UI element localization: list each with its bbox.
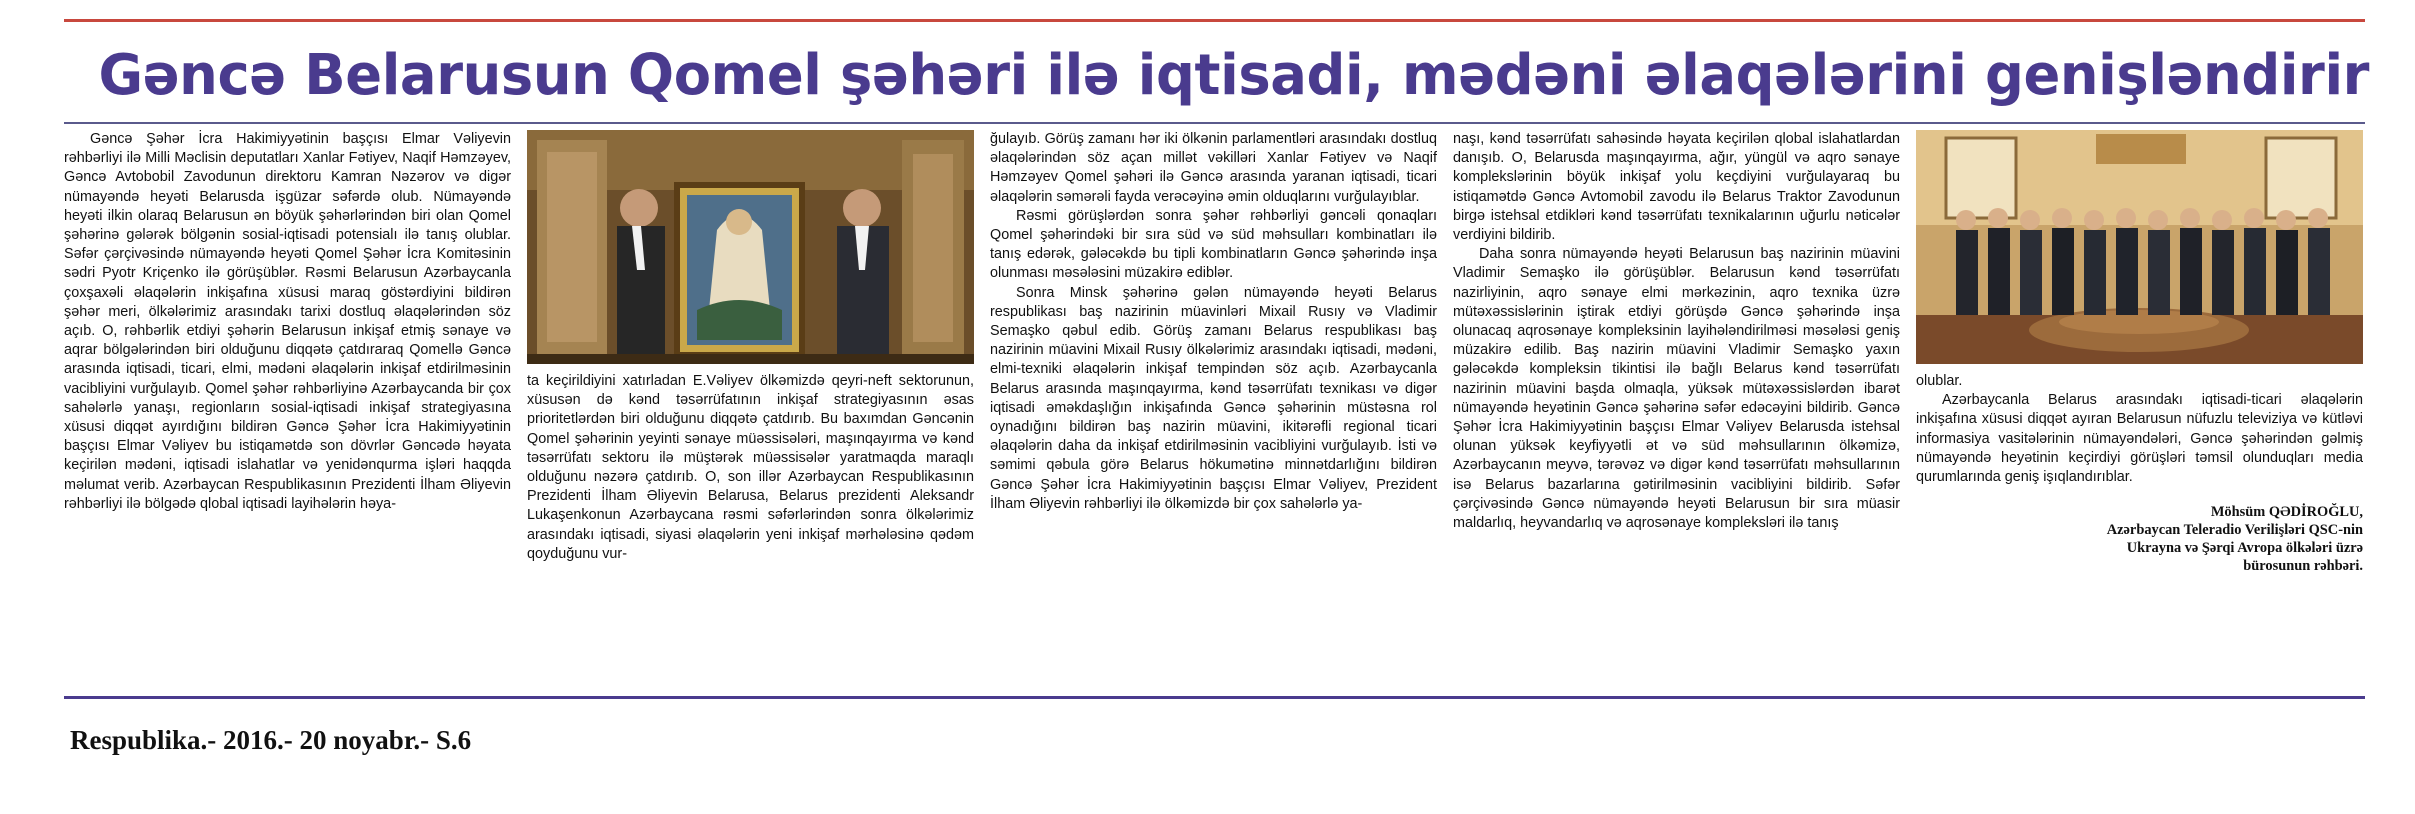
paragraph: naşı, kənd təsərrüfatı sahəsində həyata keçirilən qlobal islahatlardan danışıb. O, Belarusda maşınqayırma, ağır, yüngül və aqro sənaye komplekslərinin böyük inkişaf yolu keçdiyini vurğulayaraq bu istiqamətdə Gəncə Avtomobil zavodu ilə Belarus Traktor Zavodunun birgə istehsal etdikləri kənd təsərrüfatı texnikalarının uğurlu nəticələr verdiyini bildirib. <box>1453 131 1900 244</box>
bottom-rule <box>64 696 2365 699</box>
article-column-1 <box>64 130 511 686</box>
paragraph: Rəsmi görüşlərdən sonra şəhər rəhbərliyi gəncəli qonaqları Qomel şəhərindəki bir sıra süd və süd məhsulları kombinatları ilə tanış edərək, gələcəkdə bu tipli kombinatların Gəncə şəhərində inşa olunması məsələsini müzakirə ediblər. <box>990 207 1437 282</box>
paragraph: Azərbaycanla Belarus arasındakı iqtisadi-ticari əlaqələrin inkişafına xüsusi diqqət ayıran Belarusun nüfuzlu televiziya və kütləvi informasiya vasitələrinin nümayəndələri, Gəncə şəhərindən gəlmiş nümayəndə heyətinin keçirdiyi görüşləri təmsil olunduqları media qurumlarında geniş işıqlandırıblar. <box>1916 392 2363 486</box>
article-body <box>64 130 2365 686</box>
headline-rule <box>64 122 2365 124</box>
photo-gift-presentation <box>527 130 974 364</box>
paragraph: Daha sonra nümayəndə heyəti Belarusun baş nazirinin müavini Vladimir Semaşko ilə görüşüblər. Belarusun kənd təsərrüfatı nazirliyinin, aqro sənaye elmi mərkəzinin, aqro texnika üzrə mütəxəssislərinin iştirak etdiyi görüşdə Gəncə şəhərində inşa olunacaq aqrosənaye kompleksinin layihələndirilməsi məsələsi geniş müzakirə edilib. Baş nazirin müavini Vladimir Semaşko yaxın gələcəkdə kompleksin tikintisi ilə bağlı Belarus kənd təsərrüfatı nazirinin müavini başda olmaqla, yüksək mütəxəssislərdən ibarət nümayəndə heyətinin Gəncə şəhərinə səfər edəcəyini bildirib. Gəncə Şəhər İcra Hakimiyyətinin başçısı Elmar Vəliyev Belarusda istehsal olunan yüksək keyfiyyətli ət və süd məhsullarının ölkəmizə, Azərbaycanın meyvə, tərəvəz və digər kənd təsərrüfatı məhsullarının isə Belarus bazarlarına gətirilməsinin vacibliyini bildirib. Səfər çərçivəsində Gəncə nümayəndə heyəti Belarusun bir sıra müasir maldarlıq, heyvandarlıq və aqrosənaye kompleksləri ilə tanış <box>1453 246 1900 532</box>
article-column-5 <box>1916 130 2363 686</box>
paragraph: ğulayıb. Görüş zamanı hər iki ölkənin parlamentləri arasındakı dostluq əlaqələrindən söz açan millət vəkilləri Xanlar Fətiyev və Naqif Həmzəyev Qomel şəhəri ilə Gəncə arasında yaranan iqtisadi, ticari əlaqələrin səmərəli fayda verəcəyinə əmin olduqlarını vurğulayıblar. <box>990 131 1437 205</box>
signature-line: Azərbaycan Teleradio Verilişləri QSC-nin <box>2106 522 2363 539</box>
source-citation: Respublika.- 2016.- 20 noyabr.- S.6 <box>70 725 472 755</box>
paragraph: ta keçirildiyini xatırladan E.Vəliyev ölkəmizdə qeyri-neft sektorunun, xüsusən də kənd təsərrüfatının inkişaf strategiyasının əsas prioritetlərdən biri olduğunu diqqətə çatdırıb. Bu baxımdan Gəncənin Qomel şəhərinin yeyinti sənaye müəssisələri, maşınqayırma və kənd təsərrüfatı sektoru ilə müştərək müəssisələr yaratmaqda maraqlı olduğunu nəzərə çatdırıb. O, son illər Azərbaycan Respublikasının Prezidenti İlham Əliyevin Belarusa, Belarus prezidenti Aleksandr Lukaşenkonun Azərbaycana rəsmi səfərlərindən sonra ölkələrimiz arasındakı iqtisadi, siyasi əlaqələrin yeni inkişaf mərhələsinə qədəm qoyduğunu vur- <box>527 373 974 562</box>
photo-delegation-meeting <box>1916 130 2363 364</box>
paragraph: Gəncə Şəhər İcra Hakimiyyətinin başçısı Elmar Vəliyevin rəhbərliyi ilə Milli Məclisin deputatları Xanlar Fətiyev, Naqif Həmzəyev, Gəncə Avtobobil Zavodunun direktoru Kamran Nəzərov və digər nümayəndə heyəti Belarusda işgüzar səfərdə olub. Nümayəndə heyəti ilkin olaraq Belarusun ən böyük şəhərlərindən biri olan Qomel şəhərinə gələrək bölgənin sosial-iqtisadi potensialı ilə tanış olublar. Səfər çərçivəsində nümayəndə heyəti Qomel Şəhər İcra Komitəsinin sədri Pyotr Kriçenko ilə görüşüblər. Rəsmi Belarusun Azərbaycanla çoxşaxəli əlaqələrin inkişafına xüsusi maraq göstərdiyini bildirən şəhər meri, ölkələrimiz arasındakı tarixi dostluq əlaqələrindən söz açıb. O, rəhbərlik etdiyi şəhərin Belarusun inkişaf etmiş sənaye və aqrar bölgələrindən biri olduğunu diqqətə çatdıraraq Qomellə Gəncə arasında iqtisadi, ticari, elmi, mədəni əlaqələrin inkişaf etdirilməsinin vacibliyini vurğulayıb. Qomel şəhər rəhbərliyinə Azərbaycanda bir çox sahələrlə yanaşı, regionların sosial-iqtisadi inkişaf strategiyasına xüsusi diqqət ayırdığını bildirən Gəncə Şəhər İcra Hakimiyyətinin başçısı Elmar Vəliyev bu istiqamətdə son dövrlər Gəncədə həyata keçirilən mədəni, iqtisadi islahatlar və yenidənqurma işləri haqqda məlumat verib. Azərbaycan Respublikasının Prezidenti İlham Əliyevin rəhbərliyi ilə bölgədə qlobal iqtisadi layihələrin həya- <box>64 131 511 512</box>
article-column-3 <box>990 130 1437 686</box>
signature-line: Ukrayna və Şərqi Avropa ölkələri üzrə <box>2126 540 2363 557</box>
signature-line: Möhsüm QƏDİROĞLU, <box>2210 504 2363 521</box>
article-column-4 <box>1453 130 1900 686</box>
paragraph: Sonra Minsk şəhərinə gələn nümayəndə heyəti Belarus respublikası baş nazirinin müavinləri Mixail Rusıy və Vladimir Semaşko qəbul edib. Görüş zamanı Belarus respublikası baş nazirinin müavini Mixail Rusıy ölkələrimiz arasındakı iqtisadi, mədəni, elmi-texniki əlaqələrin inkişaf tempindən söz açıb. Azərbaycanla Belarus arasında maşınqayırma, kənd təsərrüfatı texnikası və digər iqtisadi əməkdaşlığın inkişafında Gəncə şəhərinin müstəsna rol oynadığını bildirən baş nazirin müavini, ikitərəfli regional ticari əlaqələrin daha da inkişaf etdirilməsinin vacibliyini vurğulayıb. İsti və səmimi qəbula görə Belarus hökumətinə minnətdarlığını bildirən Gəncə Şəhər İcra Hakimiyyətinin başçısı Elmar Vəliyev, Prezident İlham Əliyevin rəhbərliyi ilə ölkəmizdə bir çox sahələrlə ya- <box>990 284 1437 512</box>
article-column-2 <box>527 130 974 686</box>
paragraph: olublar. <box>1916 373 1963 389</box>
headline: Gəncə Belarusun Qomel şəhəri ilə iqtisadi, mədəni əlaqələrini genişləndirir <box>98 43 2370 108</box>
author-signature <box>1916 503 2363 575</box>
signature-line: bürosunun rəhbəri. <box>2243 558 2363 575</box>
top-rule <box>64 19 2365 22</box>
